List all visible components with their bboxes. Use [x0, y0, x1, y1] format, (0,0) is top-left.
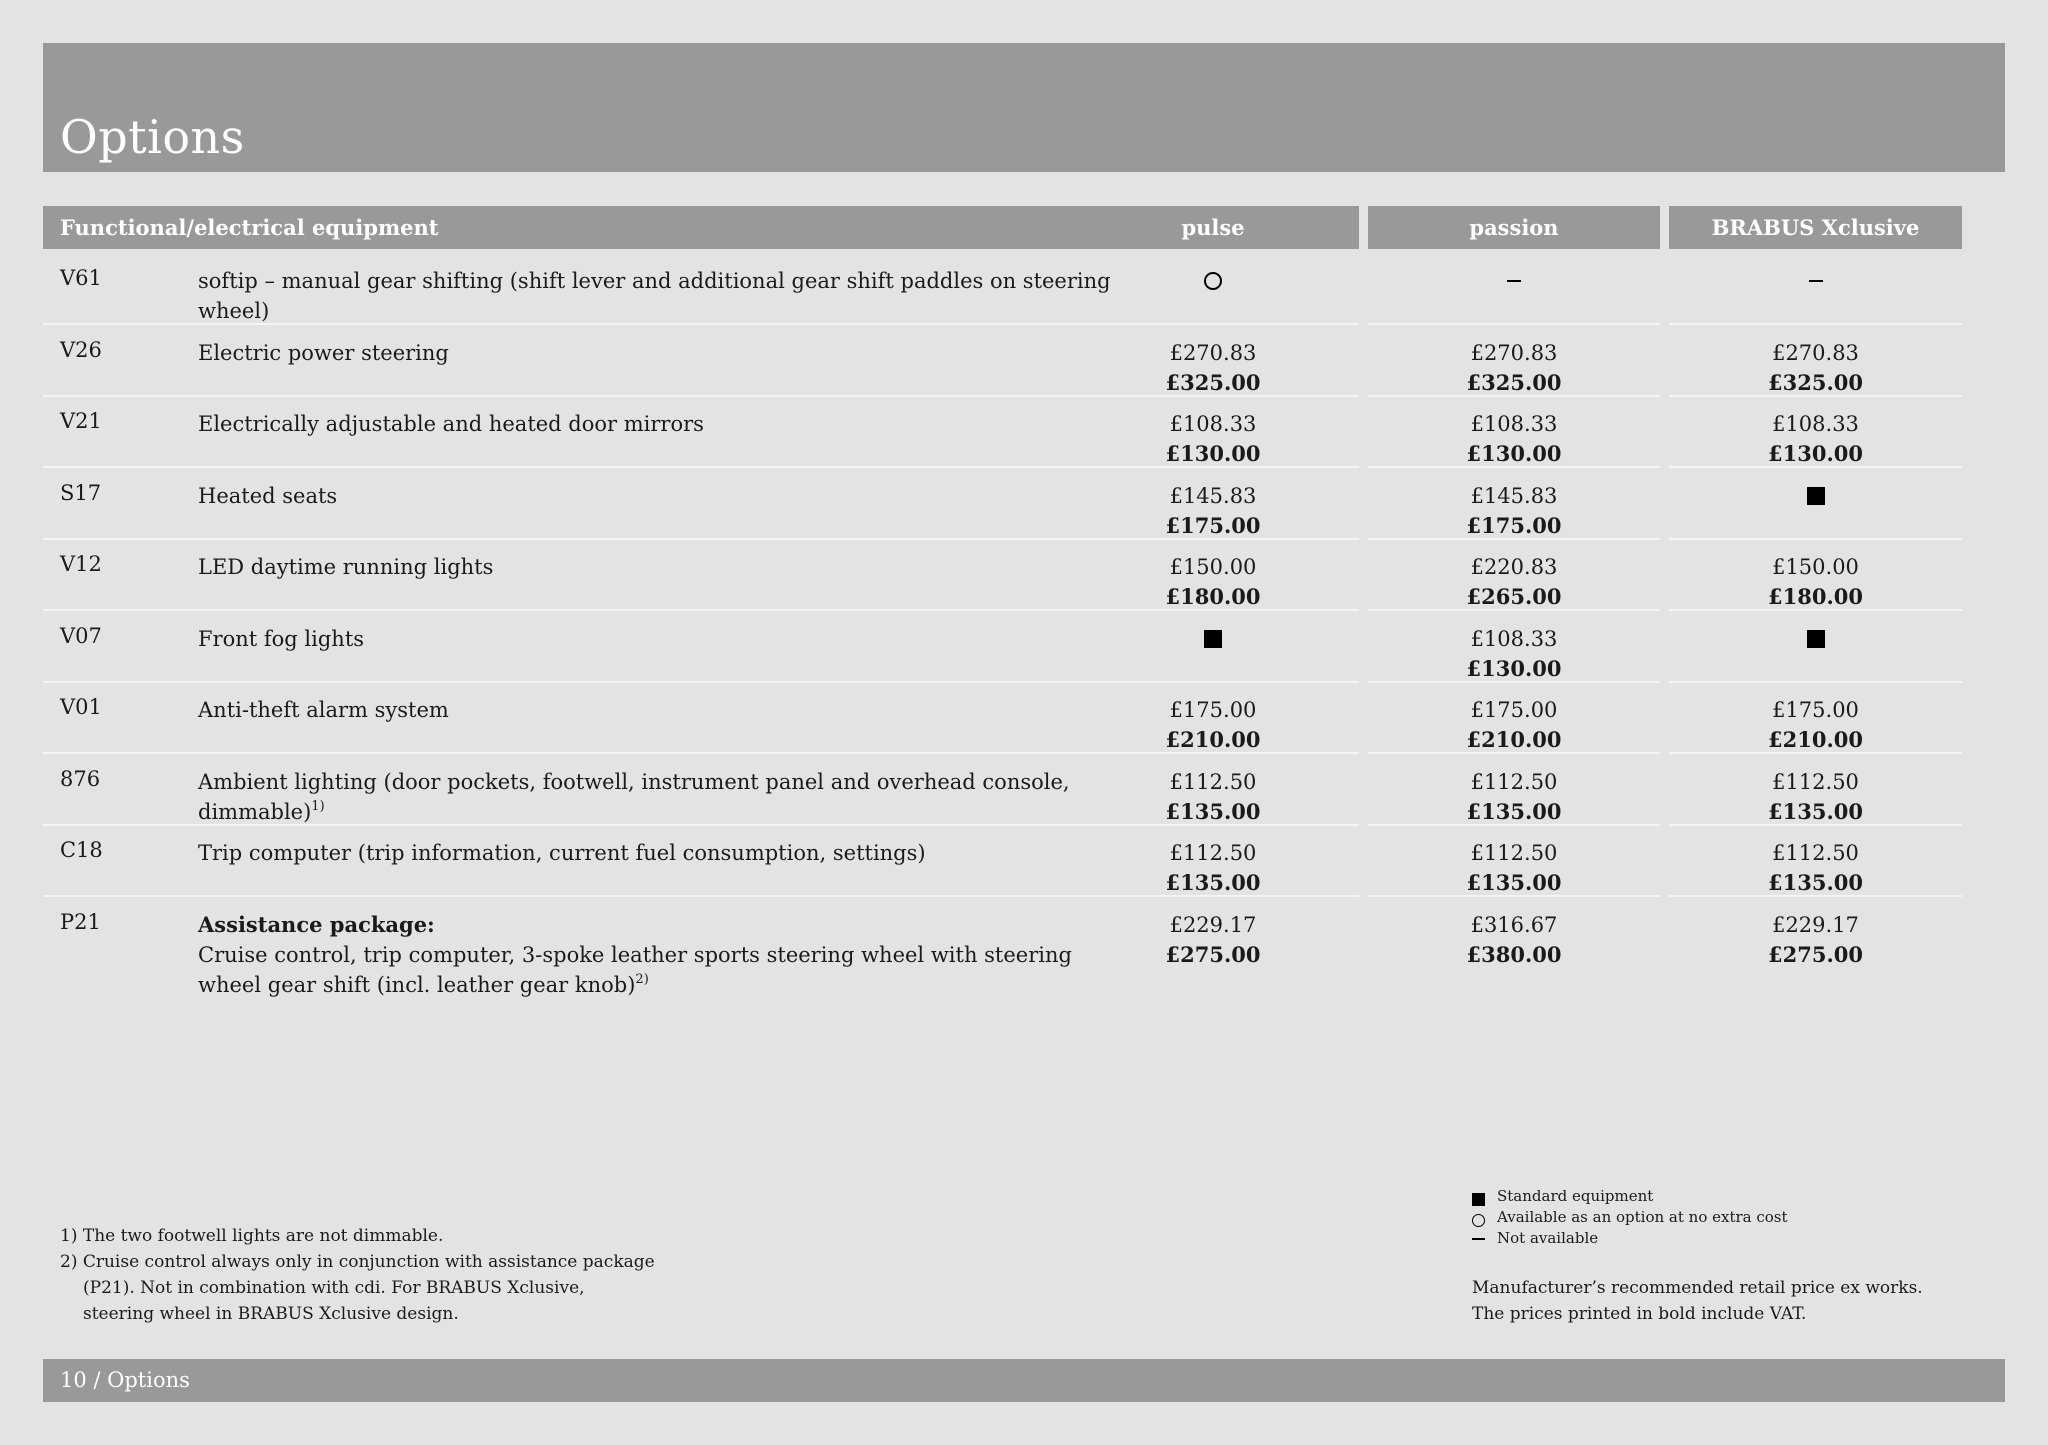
price-incl-vat: £175.00 — [1466, 513, 1562, 538]
footer-bar: 10 / Options — [43, 1359, 2005, 1402]
option-description-text: Ambient lighting (door pockets, footwell, instrument panel and overhead console, dimmable) — [198, 770, 1070, 824]
price-ex-vat: £316.67 — [1470, 913, 1558, 937]
table-row — [43, 826, 2005, 897]
price-ex-vat: £229.17 — [1169, 913, 1257, 937]
cell-pulse — [1067, 755, 1359, 826]
legend-label-not-available: Not available — [1497, 1229, 1599, 1247]
option-description — [198, 338, 1118, 368]
cell-brabus — [1669, 755, 1962, 826]
price-incl-vat: £210.00 — [1768, 727, 1863, 752]
cell-brabus — [1669, 397, 1962, 468]
option-description-text: Electric power steering — [198, 341, 449, 365]
footnote-2: 2) Cruise control always only in conjunction with assistance package (P21). Not in combination with cdi. For BRABUS Xclusive, steering wheel in BRABUS Xclusive design. — [60, 1252, 655, 1324]
cell-passion — [1368, 683, 1660, 754]
cell-brabus — [1669, 326, 1962, 397]
price-incl-vat: £275.00 — [1165, 942, 1261, 967]
cell-passion — [1368, 397, 1660, 468]
price-ex-vat: £112.50 — [1772, 841, 1859, 865]
option-description — [198, 624, 1118, 654]
option-description — [198, 767, 1118, 827]
dash-icon — [1472, 1233, 1485, 1254]
option-code: P21 — [60, 910, 101, 934]
cell-pulse — [1067, 612, 1359, 683]
not-available-icon — [1507, 280, 1521, 282]
cell-brabus — [1669, 826, 1962, 897]
option-description — [198, 409, 1118, 439]
price-ex-vat: £108.33 — [1772, 412, 1859, 436]
option-description — [198, 910, 1118, 1000]
option-description — [198, 266, 1118, 326]
table-row — [43, 326, 2005, 397]
price-incl-vat: £210.00 — [1466, 727, 1562, 752]
footnote-marker: 1) — [311, 799, 325, 814]
table-row — [43, 683, 2005, 754]
option-description-text: Heated seats — [198, 484, 338, 508]
cell-pulse — [1067, 397, 1359, 468]
price-incl-vat: £380.00 — [1466, 942, 1562, 967]
cell-pulse — [1067, 469, 1359, 540]
price-ex-vat: £270.83 — [1169, 341, 1257, 365]
price-incl-vat: £135.00 — [1768, 870, 1863, 895]
cell-pulse — [1067, 898, 1359, 969]
price-note — [1472, 1275, 1923, 1327]
price-ex-vat: £150.00 — [1772, 555, 1859, 579]
standard-equipment-icon — [1807, 630, 1825, 648]
price-incl-vat: £210.00 — [1165, 727, 1261, 752]
price-incl-vat: £325.00 — [1466, 370, 1562, 395]
price-ex-vat: £220.83 — [1470, 555, 1558, 579]
price-incl-vat: £135.00 — [1768, 799, 1863, 824]
price-ex-vat: £270.83 — [1470, 341, 1558, 365]
price-incl-vat: £130.00 — [1165, 441, 1261, 466]
cell-passion — [1368, 254, 1660, 325]
legend-item-not-available — [1472, 1228, 1788, 1249]
table-row — [43, 254, 2005, 325]
price-ex-vat: £112.50 — [1470, 770, 1558, 794]
option-description-text: Electrically adjustable and heated door mirrors — [198, 412, 704, 436]
cell-passion — [1368, 826, 1660, 897]
cell-passion — [1368, 612, 1660, 683]
option-code: V61 — [60, 266, 102, 290]
cell-passion — [1368, 469, 1660, 540]
price-ex-vat: £108.33 — [1169, 412, 1257, 436]
footnote-marker: 2) — [635, 972, 649, 987]
cell-passion — [1368, 755, 1660, 826]
cell-pulse — [1067, 326, 1359, 397]
option-description — [198, 838, 1118, 868]
option-code: V21 — [60, 409, 102, 433]
table-row — [43, 540, 2005, 611]
option-description-text: Cruise control, trip computer, 3-spoke leather sports steering wheel with steering wheel gear shift (incl. leather gear knob) — [198, 943, 1072, 997]
column-header-passion: passion — [1368, 206, 1660, 249]
cell-brabus — [1669, 469, 1962, 540]
price-ex-vat: £145.83 — [1470, 484, 1558, 508]
cell-passion — [1368, 898, 1660, 969]
table-row — [43, 755, 2005, 826]
price-ex-vat: £108.33 — [1470, 627, 1558, 651]
cell-pulse — [1067, 683, 1359, 754]
price-incl-vat: £175.00 — [1165, 513, 1261, 538]
price-ex-vat: £112.50 — [1169, 841, 1257, 865]
option-description-text: Front fog lights — [198, 627, 365, 651]
price-incl-vat: £135.00 — [1466, 870, 1562, 895]
price-incl-vat: £180.00 — [1165, 584, 1261, 609]
price-incl-vat: £325.00 — [1165, 370, 1261, 395]
cell-pulse — [1067, 254, 1359, 325]
column-header-pulse: pulse — [1067, 206, 1359, 249]
footnote-1: 1) The two footwell lights are not dimmable. — [60, 1226, 444, 1246]
legend — [1472, 1186, 1788, 1249]
price-incl-vat: £135.00 — [1165, 799, 1261, 824]
price-note-line-2: The prices printed in bold include VAT. — [1472, 1304, 1807, 1324]
cell-passion — [1368, 326, 1660, 397]
table-row — [43, 469, 2005, 540]
option-description-text: softip – manual gear shifting (shift lever and additional gear shift paddles on steering wheel) — [198, 269, 1111, 323]
legend-item-standard — [1472, 1186, 1788, 1207]
page-title: Options — [60, 110, 245, 164]
option-description — [198, 695, 1118, 725]
price-ex-vat: £175.00 — [1470, 698, 1558, 722]
price-ex-vat: £108.33 — [1470, 412, 1558, 436]
option-description — [198, 481, 1118, 511]
table-row — [43, 898, 2005, 997]
column-header-brabus-xclusive: BRABUS Xclusive — [1669, 206, 1962, 249]
option-code: V01 — [60, 695, 102, 719]
option-code: V12 — [60, 552, 102, 576]
price-incl-vat: £135.00 — [1466, 799, 1562, 824]
price-incl-vat: £325.00 — [1768, 370, 1863, 395]
footnotes — [60, 1223, 660, 1327]
price-ex-vat: £175.00 — [1169, 698, 1257, 722]
price-ex-vat: £229.17 — [1772, 913, 1859, 937]
price-ex-vat: £112.50 — [1169, 770, 1257, 794]
option-code: V07 — [60, 624, 102, 648]
cell-brabus — [1669, 898, 1962, 969]
standard-equipment-icon — [1807, 487, 1825, 505]
legend-label-option-free: Available as an option at no extra cost — [1497, 1208, 1788, 1226]
title-bar — [43, 43, 2005, 172]
cell-brabus — [1669, 683, 1962, 754]
price-incl-vat: £135.00 — [1165, 870, 1261, 895]
cell-brabus — [1669, 540, 1962, 611]
table-row — [43, 397, 2005, 468]
option-description — [198, 552, 1118, 582]
price-ex-vat: £145.83 — [1169, 484, 1257, 508]
cell-passion — [1368, 540, 1660, 611]
price-incl-vat: £130.00 — [1466, 441, 1562, 466]
price-incl-vat: £130.00 — [1768, 441, 1863, 466]
legend-item-option-free — [1472, 1207, 1788, 1228]
cell-pulse — [1067, 826, 1359, 897]
cell-pulse — [1067, 540, 1359, 611]
cell-brabus — [1669, 612, 1962, 683]
price-ex-vat: £112.50 — [1772, 770, 1859, 794]
price-ex-vat: £150.00 — [1169, 555, 1257, 579]
option-code: C18 — [60, 838, 103, 862]
option-description-text: Trip computer (trip information, current fuel consumption, settings) — [198, 841, 926, 865]
price-note-line-1: Manufacturer’s recommended retail price ex works. — [1472, 1278, 1923, 1298]
cell-brabus — [1669, 254, 1962, 325]
price-incl-vat: £180.00 — [1768, 584, 1863, 609]
section-header: Functional/electrical equipment — [43, 206, 1102, 249]
price-ex-vat: £270.83 — [1772, 341, 1859, 365]
price-incl-vat: £265.00 — [1466, 584, 1562, 609]
option-description-text: Anti-theft alarm system — [198, 698, 449, 722]
option-code: 876 — [60, 767, 101, 791]
price-ex-vat: £175.00 — [1772, 698, 1859, 722]
legend-label-standard: Standard equipment — [1497, 1187, 1654, 1205]
table-row — [43, 612, 2005, 683]
option-description-text: LED daytime running lights — [198, 555, 494, 579]
option-code: S17 — [60, 481, 102, 505]
price-incl-vat: £275.00 — [1768, 942, 1863, 967]
price-incl-vat: £130.00 — [1466, 656, 1562, 681]
not-available-icon — [1809, 280, 1823, 282]
option-no-cost-icon — [1204, 272, 1222, 290]
standard-equipment-icon — [1204, 630, 1222, 648]
option-description-heading: Assistance package: — [198, 912, 435, 937]
option-code: V26 — [60, 338, 102, 362]
price-ex-vat: £112.50 — [1470, 841, 1558, 865]
